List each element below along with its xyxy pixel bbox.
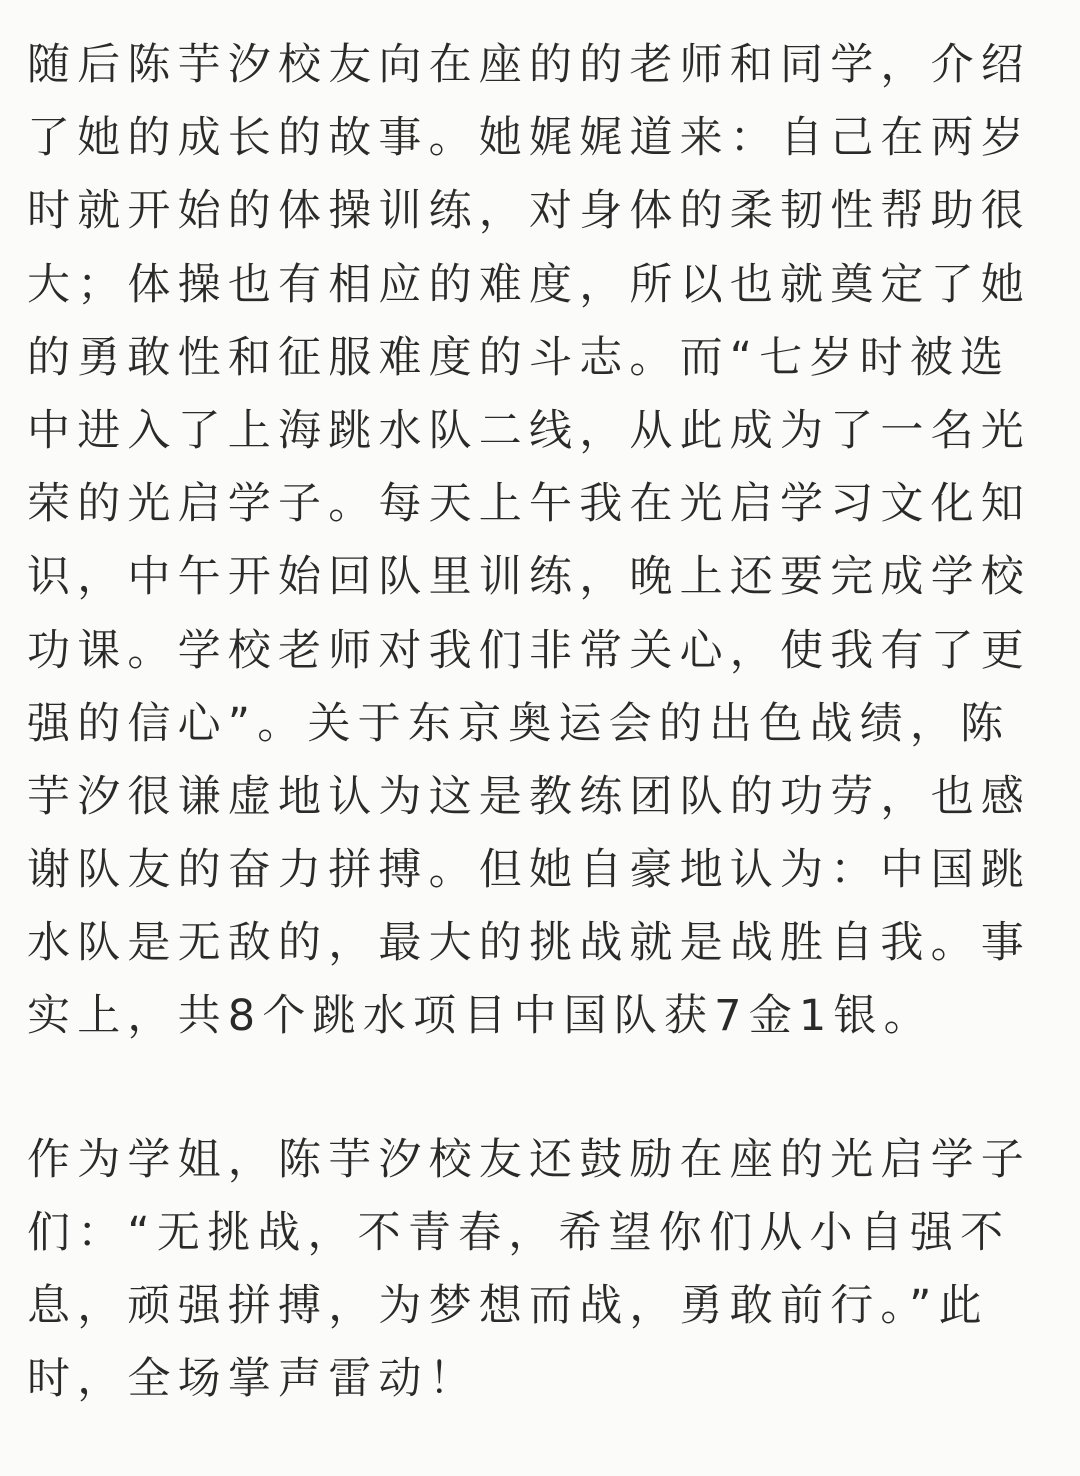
text-line: 水队是无敌的，最大的挑战就是战胜自我。事 [27,918,1031,969]
paragraph-speech-story [27,29,1040,1054]
paragraph-encouragement [27,1124,1040,1417]
text-line: 作为学姐，陈芋汐校友还鼓励在座的光启学子 [27,1134,1031,1185]
text-line: 时就开始的体操训练，对身体的柔韧性帮助很 [27,186,1031,237]
text-line: 们：“无挑战，不青春，希望你们从小自强不 [27,1207,1011,1258]
text-line: 强的信心”。关于东京奥运会的出色战绩，陈 [27,698,1011,749]
paragraph-gap [27,1054,1040,1124]
text-line: 随后陈芋汐校友向在座的的老师和同学，介绍 [27,40,1031,90]
text-line: 大；体操也有相应的难度，所以也就奠定了她 [27,259,1031,310]
text-line: 息，顽强拼搏，为梦想而战，勇敢前行。”此 [27,1281,989,1331]
text-line: 谢队友的奋力拼搏。但她自豪地认为：中国跳 [27,845,1031,896]
text-line: 了她的成长的故事。她娓娓道来：自己在两岁 [27,113,1031,164]
text-line: 时，全场掌声雷动！ [27,1354,479,1405]
text-line: 实上，共8个跳水项目中国队获7金1银。 [27,991,934,1042]
text-line: 芋汐很谦虚地认为这是教练团队的功劳，也感 [27,771,1031,822]
text-line: 荣的光启学子。每天上午我在光启学习文化知 [27,479,1031,530]
text-line: 识，中午开始回队里训练，晚上还要完成学校 [27,552,1031,603]
text-line: 中进入了上海跳水队二线，从此成为了一名光 [27,405,1031,456]
text-line: 的勇敢性和征服难度的斗志。而“七岁时被选 [27,332,1011,383]
text-line: 功课。学校老师对我们非常关心，使我有了更 [27,625,1031,676]
